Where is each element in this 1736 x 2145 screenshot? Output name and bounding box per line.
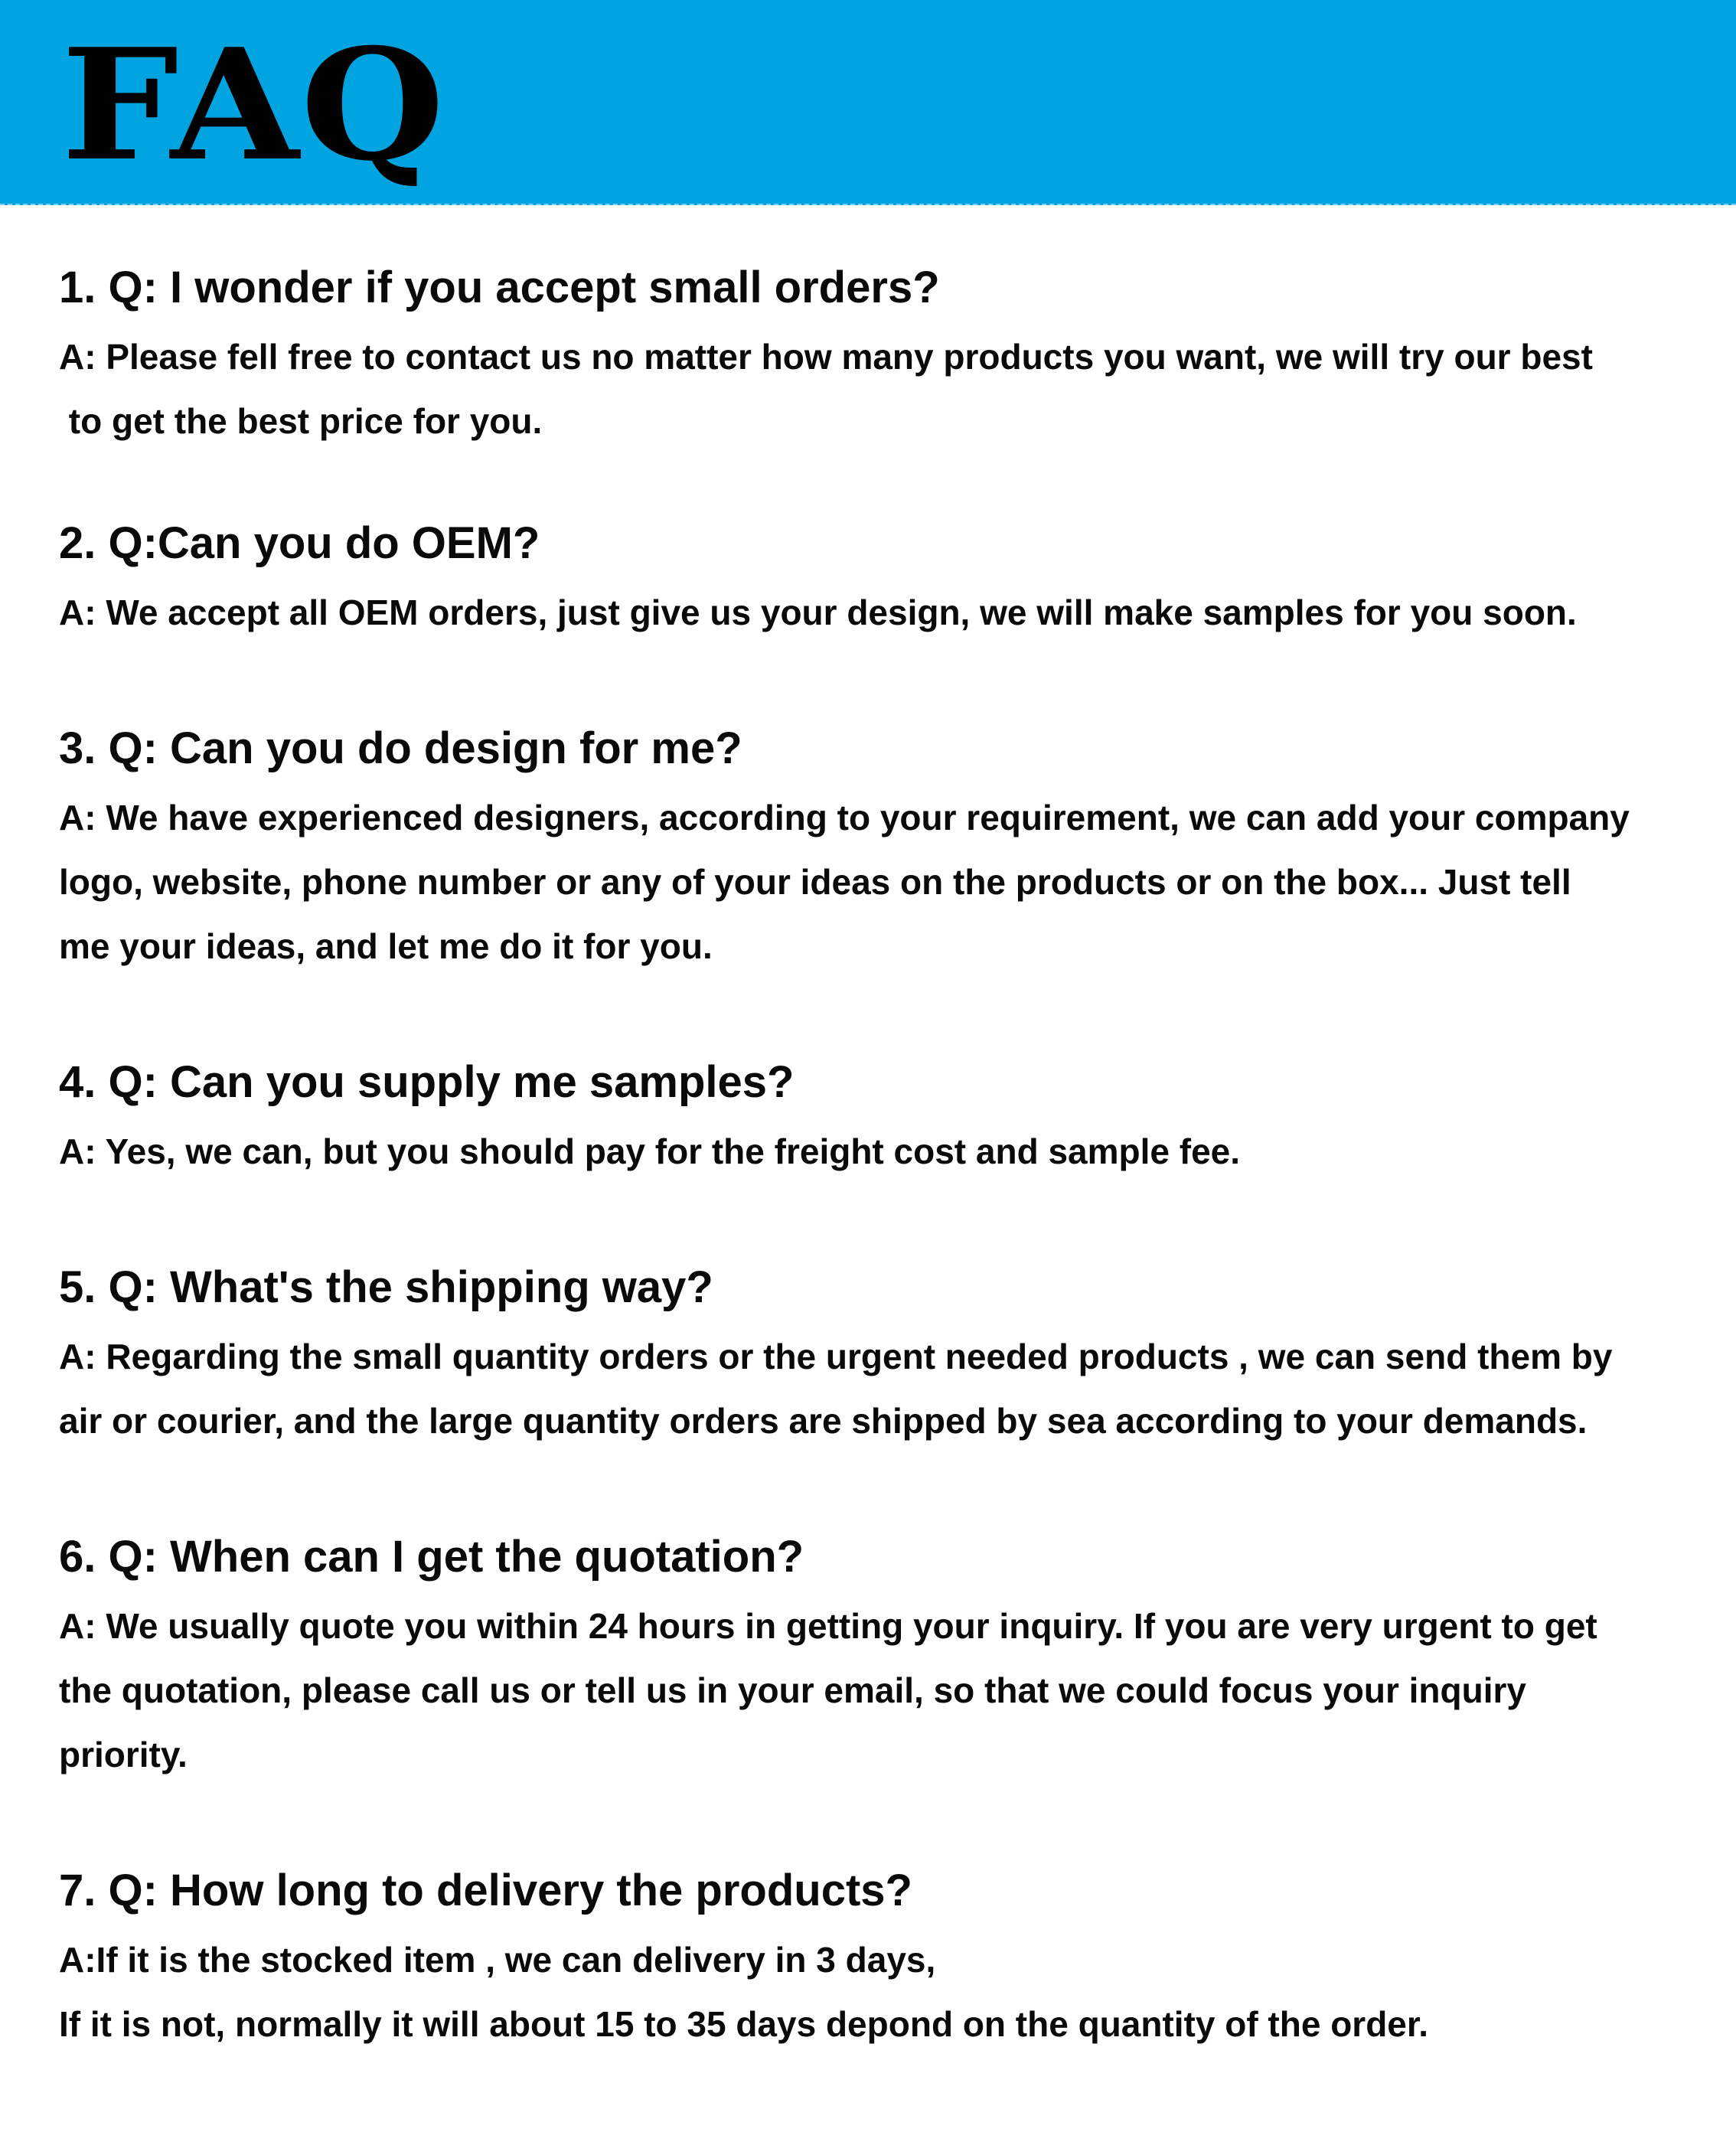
faq-answer <box>59 1324 1705 1453</box>
faq-answer <box>59 785 1705 978</box>
answer-line: A: Regarding the small quantity orders or the urgent needed products , we can send them by <box>59 1337 1613 1376</box>
answer-line: A: We accept all OEM orders, just give us your design, we will make samples for you soon. <box>59 593 1577 632</box>
answer-line: me your ideas, and let me do it for you. <box>59 926 713 966</box>
answer-line: A: Yes, we can, but you should pay for the freight cost and sample fee. <box>59 1131 1241 1171</box>
answer-line: A:If it is the stocked item , we can delivery in 3 days, <box>59 1940 936 1980</box>
faq-question: 5. Q: What's the shipping way? <box>59 1262 713 1312</box>
faq-question: 1. Q: I wonder if you accept small orders? <box>59 263 940 312</box>
faq-answer <box>59 580 1705 645</box>
faq-item-7 <box>59 1854 1705 2056</box>
answer-line: A: We usually quote you within 24 hours in getting your inquiry. If you are very urgent to get <box>59 1606 1597 1646</box>
faq-answer <box>59 1928 1705 2056</box>
faq-item-4 <box>59 1046 1705 1184</box>
answer-line: air or courier, and the large quantity orders are shipped by sea according to your demands. <box>59 1401 1588 1441</box>
answer-line: logo, website, phone number or any of your ideas on the products or on the box... Just tell <box>59 862 1571 902</box>
answer-line: priority. <box>59 1735 188 1774</box>
faq-list <box>59 251 1705 2056</box>
faq-question: 3. Q: Can you do design for me? <box>59 723 742 773</box>
faq-item-3 <box>59 712 1705 978</box>
faq-question: 7. Q: How long to delivery the products? <box>59 1866 912 1915</box>
answer-line: If it is not, normally it will about 15 to 35 days depond on the quantity of the order. <box>59 2004 1429 2044</box>
faq-question: 6. Q: When can I get the quotation? <box>59 1532 804 1582</box>
faq-item-6 <box>59 1520 1705 1787</box>
page-title: FAQ <box>61 15 446 195</box>
faq-banner <box>0 0 1736 205</box>
faq-answer <box>59 325 1705 453</box>
answer-line: A: We have experienced designers, according to your requirement, we can add your company <box>59 798 1630 837</box>
faq-item-1 <box>59 251 1705 453</box>
answer-line: A: Please fell free to contact us no matter how many products you want, we will try our best <box>59 337 1593 377</box>
answer-line: the quotation, please call us or tell us in your email, so that we could focus your inquiry <box>59 1670 1526 1710</box>
answer-line: to get the best price for you. <box>59 401 543 441</box>
faq-answer <box>59 1594 1705 1787</box>
faq-question: 4. Q: Can you supply me samples? <box>59 1057 795 1107</box>
faq-question: 2. Q:Can you do OEM? <box>59 518 540 568</box>
faq-item-2 <box>59 507 1705 645</box>
faq-answer <box>59 1119 1705 1184</box>
faq-item-5 <box>59 1251 1705 1453</box>
